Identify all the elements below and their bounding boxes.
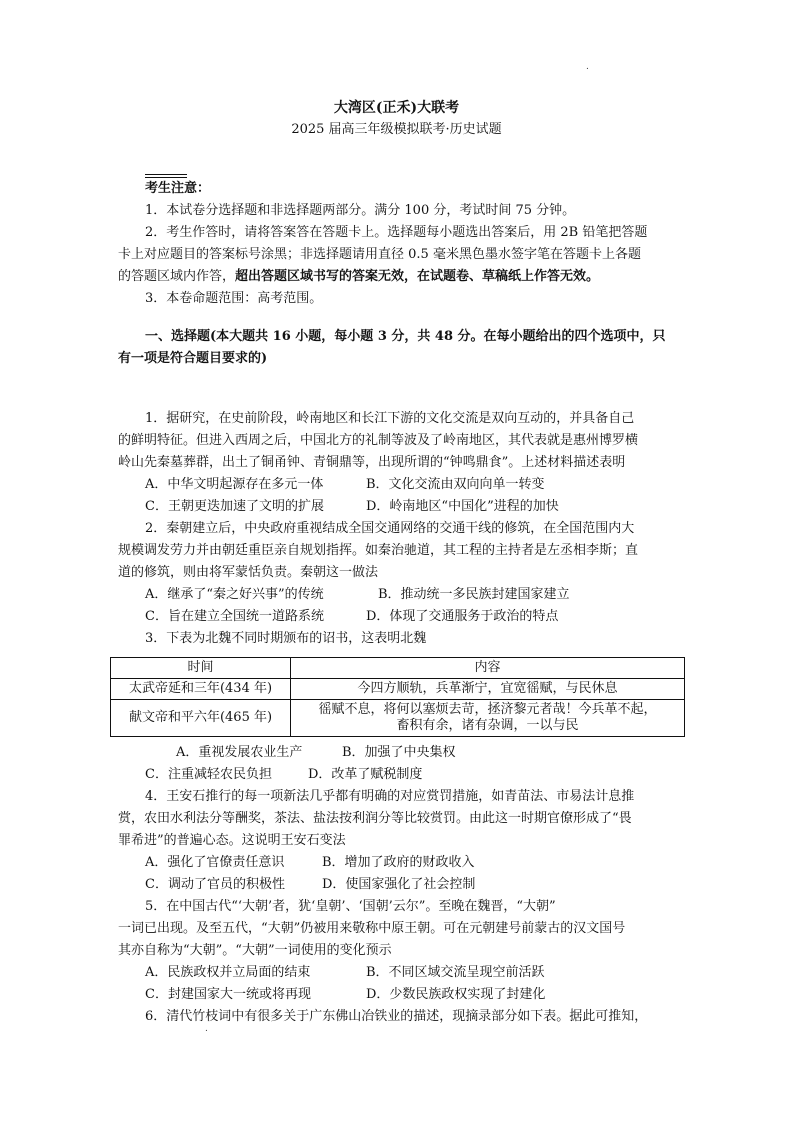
q2-option-b: B．推动统一多民族封建国家建立	[378, 587, 570, 602]
section-1-heading-line-1: 一、选择题(本大题共 16 小题，每小题 3 分，共 48 分。在每小题给出的四个选项中，只	[145, 329, 666, 344]
notice-item-1: 1．本试卷分选择题和非选择题两部分。满分 100 分，考试时间 75 分钟。	[145, 203, 576, 218]
q2-stem-line-2: 规模调发劳力并由朝廷重臣亲自规划指挥。如秦治驰道，其工程的主持者是左丞相李斯；直	[118, 543, 639, 558]
q3-option-a: A．重视发展农业生产	[176, 745, 303, 760]
notice-item-2-line-2: 卡上对应题目的答案标号涂黑；非选择题请用直径 0.5 毫米黑色墨水签字笔在答题卡上各题	[118, 247, 641, 262]
notice-rule-top	[145, 174, 187, 175]
q3-option-b: B．加强了中央集权	[342, 745, 456, 760]
table-header-content: 内容	[291, 658, 685, 679]
table-header-time: 时间	[111, 658, 291, 679]
notice-rule-bottom	[145, 177, 187, 178]
q5-option-b: B．不同区域交流呈现空前活跃	[366, 965, 545, 980]
table-cell-time: 献文帝和平六年(465 年)	[111, 700, 291, 737]
notice-item-2-normal: 的答题区域内作答，	[118, 269, 236, 284]
q4-option-a: A．强化了官僚责任意识	[145, 855, 285, 870]
notice-item-2-bold: 超出答题区域书写的答案无效，在试题卷、草稿纸上作答无效。	[235, 269, 600, 284]
scan-dot: .	[586, 62, 589, 72]
q4-stem-line-1: 4．王安石推行的每一项新法几乎都有明确的对应赏罚措施，如青苗法、市易法计息推	[145, 789, 635, 804]
q1-option-a: A．中华文明起源存在多元一体	[145, 477, 324, 492]
notice-item-2-line-3	[118, 269, 599, 285]
q5-stem-line-2: 一词已出现。及至五代，“大朝”仍被用来敬称中原王朝。可在元朝建号前蒙古的汉文国号	[118, 921, 626, 936]
scan-dot: .	[205, 1024, 208, 1034]
notice-item-2-line-1: 2．考生作答时，请将答案答在答题卡上。选择题每小题选出答案后，用 2B 铅笔把答题	[145, 225, 648, 240]
q1-stem-line-2: 的鲜明特征。但进入西周之后，中国北方的礼制等波及了岭南地区，其代表就是惠州博罗横	[118, 433, 639, 448]
table-header-row	[111, 658, 685, 679]
q5-option-c: C．封建国家大一统或将再现	[145, 987, 311, 1002]
q4-option-d: D．使国家强化了社会控制	[322, 877, 476, 892]
q1-stem-line-3: 岭山先秦墓葬群，出土了铜甬钟、青铜鼎等，出现所谓的“钟鸣鼎食”。上述材料描述表明	[118, 455, 626, 470]
table-cell-content-line-2: 畜积有余，诸有杂调，一以与民	[396, 718, 579, 733]
q3-option-d: D．改革了赋税制度	[308, 767, 423, 782]
q1-option-b: B．文化交流由双向向单一转变	[366, 477, 545, 492]
exam-subtitle: 2025 届高三年级模拟联考·历史试题	[291, 122, 502, 137]
exam-title: 大湾区(正禾)大联考	[333, 100, 460, 116]
q5-option-d: D．少数民族政权实现了封建化	[366, 987, 546, 1002]
q2-option-d: D．体现了交通服务于政治的特点	[366, 609, 559, 624]
q1-option-d: D．岭南地区“中国化”进程的加快	[366, 499, 559, 514]
q1-option-c: C．王朝更迭加速了文明的扩展	[145, 499, 324, 514]
q4-option-c: C．调动了官员的积极性	[145, 877, 285, 892]
q2-stem-line-1: 2．秦朝建立后，中央政府重视结成全国交通网络的交通干线的修筑，在全国范围内大	[145, 521, 635, 536]
table-cell-content-line-1: 徭赋不息，将何以塞烦去苛，拯济黎元者哉！今兵革不起，	[318, 702, 657, 717]
q5-stem-line-1: 5．在中国古代“‘大朝’者，犹‘皇朝’、‘国朝’云尔”。至晚在魏晋，“大朝”	[145, 899, 556, 914]
notice-heading: 考生注意：	[145, 181, 211, 196]
q2-option-c: C．旨在建立全国统一道路系统	[145, 609, 324, 624]
q3-option-c: C．注重减轻农民负担	[145, 767, 272, 782]
q2-stem-line-3: 道的修筑，则由将军蒙恬负责。秦朝这一做法	[118, 565, 379, 580]
q4-stem-line-3: 罪希进”的普遍心态。这说明王安石变法	[118, 833, 346, 848]
q2-option-a: A．继承了“秦之好兴事”的传统	[145, 587, 324, 602]
section-1-heading-line-2: 有一项是符合题目要求的)	[118, 351, 268, 366]
table-cell-time: 太武帝延和三年(434 年)	[111, 679, 291, 700]
table-cell-content	[291, 700, 685, 737]
q3-edict-table	[110, 657, 685, 737]
table-row	[111, 700, 685, 737]
q5-stem-line-3: 其亦自称为“大朝”。“大朝”一词使用的变化预示	[118, 943, 392, 958]
q5-option-a: A．民族政权并立局面的结束	[145, 965, 311, 980]
q4-stem-line-2: 赏，农田水利法分等酬奖，茶法、盐法按利润分等比较赏罚。由此这一时期官僚形成了“畏	[118, 811, 632, 826]
q3-stem-line-1: 3．下表为北魏不同时期颁布的诏书，这表明北魏	[145, 631, 427, 646]
q6-stem-line-1: 6．清代竹枝词中有很多关于广东佛山冶铁业的描述，现摘录部分如下表。据此可推知，	[145, 1009, 648, 1024]
notice-item-3: 3．本卷命题范围：高考范围。	[145, 291, 323, 306]
table-cell-content: 今四方顺轨，兵革渐宁，宜宽徭赋，与民休息	[291, 679, 685, 700]
q4-option-b: B．增加了政府的财政收入	[322, 855, 475, 870]
q1-stem-line-1: 1．据研究，在史前阶段，岭南地区和长江下游的文化交流是双向互动的，并具备自己	[145, 411, 635, 426]
table-row	[111, 679, 685, 700]
